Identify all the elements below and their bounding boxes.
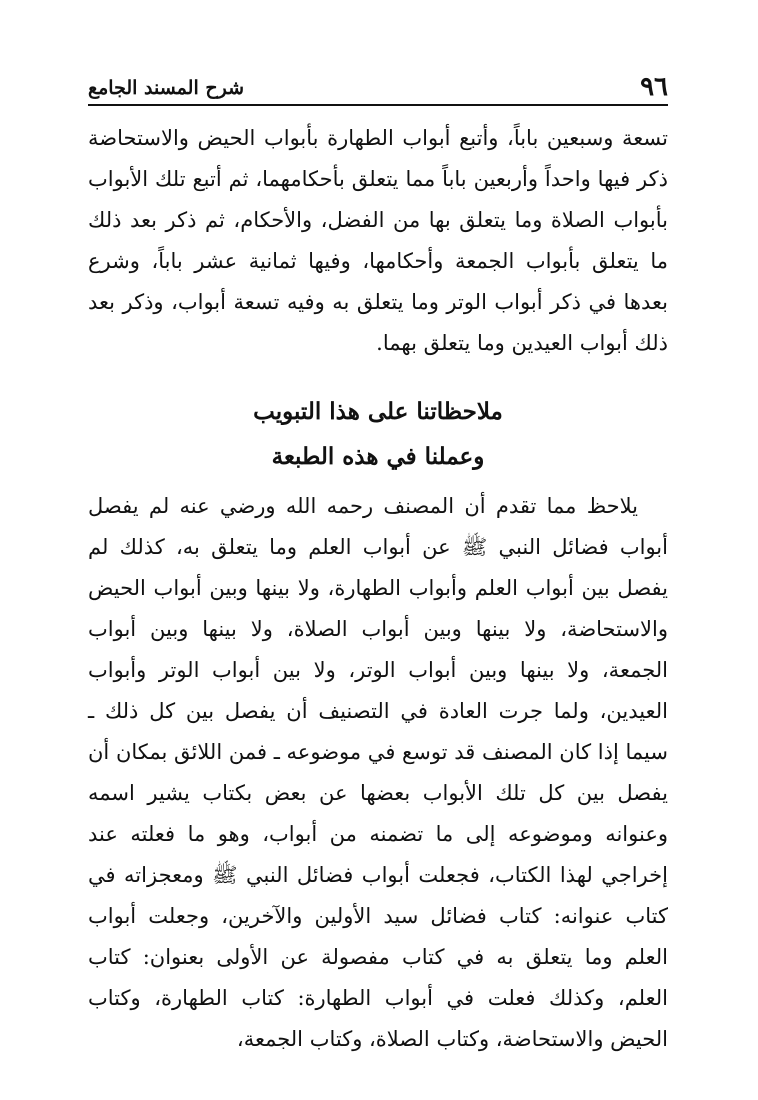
section-heading-line-1: ملاحظاتنا على هذا التبويب xyxy=(253,398,503,425)
body-paragraph: يلاحظ مما تقدم أن المصنف رحمه الله ورضي عنه لم يفصل أبواب فضائل النبي ﷺ عن أبواب العلم وما يتعلق به، كذلك لم يفصل بين أبواب العلم وأبواب الطهارة، ولا بينها وبين أبواب الحيض والاستحاضة، ولا بينها وبين أبواب الصلاة، ولا بينها وبين أبواب الجمعة، ولا بينها وبين أبواب الوتر، ولا بين أبواب الوتر وأبواب العيدين، ولما جرت العادة في التصنيف أن يفصل بين كل ذلك ـ سيما إذا كان المصنف قد توسع في موضوعه ـ فمن اللائق بمكان أن يفصل بين كل تلك الأبواب بعضها عن بعض بكتاب يشير اسمه وعنوانه وموضوعه إلى ما تضمنه من أبواب، وهو ما فعلته عند إخراجي لهذا الكتاب، فجعلت أبواب فضائل النبي ﷺ ومعجزاته في كتاب عنوانه: كتاب فضائل سيد الأولين والآخرين، وجعلت أبواب العلم وما يتعلق به في كتاب مفصولة عن الأولى بعنوان: كتاب العلم، وكذلك فعلت في أبواب الطهارة: كتاب الطهارة، وكتاب الحيض والاستحاضة، وكتاب الصلاة، وكتاب الجمعة، xyxy=(88,494,668,1051)
page-number: ٩٦ xyxy=(640,72,668,102)
header-rule xyxy=(88,104,668,106)
page-header xyxy=(88,70,668,104)
intro-paragraph: تسعة وسبعين باباً، وأتبع أبواب الطهارة بأبواب الحيض والاستحاضة ذكر فيها واحداً وأربعين باباً مما يتعلق بأحكامهما، ثم أتبع تلك الأبواب بأبواب الصلاة وما يتعلق بها من الفضل، والأحكام، ثم ذكر بعد ذلك ما يتعلق بأبواب الجمعة وأحكامها، وفيها ثمانية عشر باباً، وشرع بعدها في ذكر أبواب الوتر وما يتعلق به وفيه تسعة أبواب، وذكر بعد ذلك أبواب العيدين وما يتعلق بهما. xyxy=(88,126,668,355)
running-title: شرح المسند الجامع xyxy=(88,77,245,99)
section-heading-line-2: وعملنا في هذه الطبعة xyxy=(271,443,485,470)
